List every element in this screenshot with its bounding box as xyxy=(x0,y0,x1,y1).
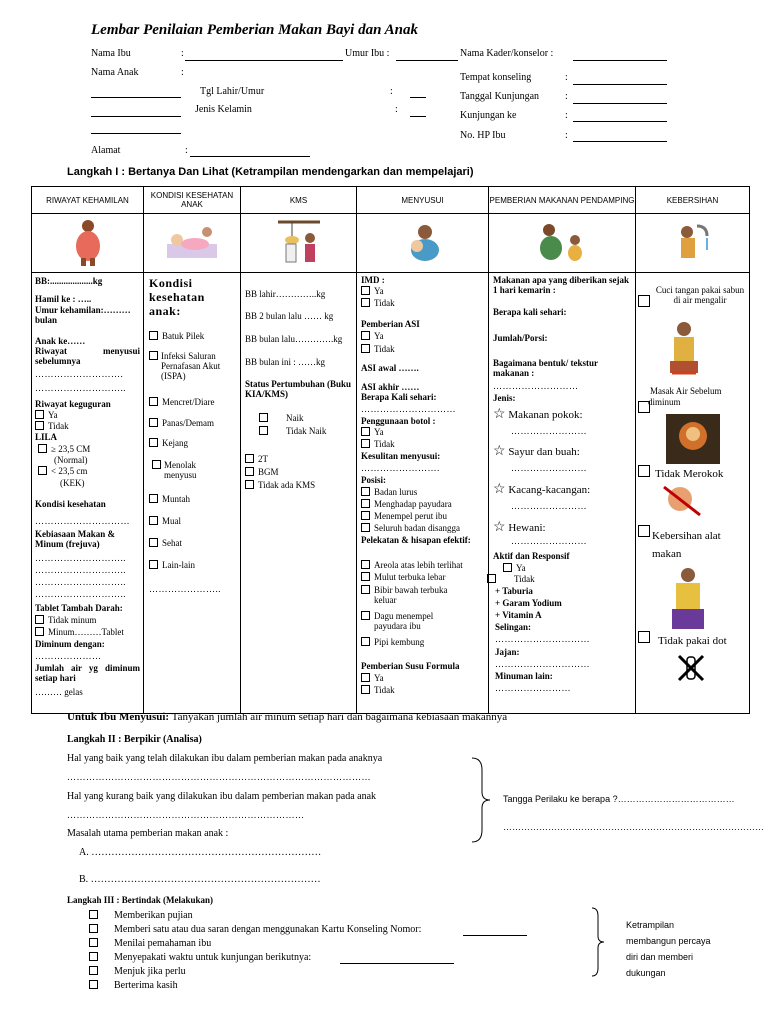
checkbox-icon[interactable] xyxy=(149,494,158,503)
header-riwayat-kehamilan: RIWAYAT KEHAMILAN xyxy=(32,187,144,214)
no-hp-label: No. HP Ibu xyxy=(460,130,506,141)
aktif-responsif-label: Aktif dan Responsif xyxy=(493,551,570,561)
checkbox-icon[interactable] xyxy=(149,560,158,569)
menolak-menyusu-label: Menolak menyusu xyxy=(164,460,197,480)
checkbox-icon[interactable] xyxy=(361,439,370,448)
menyusui-column xyxy=(357,273,488,713)
checkbox-icon[interactable] xyxy=(35,615,44,624)
tablet-tambah-darah-label: Tablet Tambah Darah: xyxy=(35,603,123,613)
umur-ibu-label: Umur Ibu : xyxy=(345,48,390,59)
hamil-ke-field[interactable]: Hamil ke : ….. xyxy=(35,294,92,304)
formula-tidak-option[interactable]: Tidak xyxy=(361,685,395,695)
bb-field[interactable]: BB:...................kg xyxy=(35,276,103,286)
checkbox-icon[interactable] xyxy=(361,637,370,646)
naik-option[interactable]: Naik xyxy=(259,413,304,423)
checkbox-icon[interactable] xyxy=(149,397,158,406)
nama-anak-label: Nama Anak xyxy=(91,67,139,78)
checkbox-icon[interactable] xyxy=(149,438,158,447)
langkah-3-title: Langkah III : Bertindak (Melakukan) xyxy=(67,895,214,905)
tidak-merokok-label: Tidak Merokok xyxy=(655,468,724,480)
riwayat-kehamilan-column xyxy=(32,273,143,713)
nama-ibu-label: Nama Ibu xyxy=(91,48,131,59)
dagu-menempel-label: Dagu menempel payudara ibu xyxy=(374,611,434,631)
taburia-item: + Taburia xyxy=(495,586,533,596)
breastfeeding-illustration xyxy=(357,214,489,273)
jajan-dots[interactable]: ………………………… xyxy=(495,659,590,669)
checkbox-icon[interactable] xyxy=(259,426,268,435)
header-pemberian-makanan-pendamping: PEMBERIAN MAKANAN PENDAMPING xyxy=(489,187,636,214)
hal-kurang-label: Hal yang kurang baik yang dilakukan ibu dalam pemberian makan pada anak xyxy=(67,791,377,802)
kebiasaan-dots-1[interactable]: ……………………….. xyxy=(35,553,126,563)
cuci-tangan-label: Cuci tangan pakai sabun di air mengalir xyxy=(655,285,745,305)
nama-anak-field-1[interactable] xyxy=(91,97,181,98)
checkbox-icon[interactable] xyxy=(89,938,98,947)
checkbox-icon[interactable] xyxy=(149,418,158,427)
mual-option[interactable]: Mual xyxy=(149,516,181,526)
hewani-option[interactable]: ☆ Hewani: xyxy=(493,520,546,535)
masalah-b-field[interactable]: B. …………………………………………………………… xyxy=(79,874,321,885)
asi-awal-field[interactable]: ASI awal ……. xyxy=(361,363,419,373)
checkbox-icon[interactable] xyxy=(361,298,370,307)
penggunaan-botol-label: Penggunaan botol : xyxy=(361,416,436,426)
no-bottle-icon xyxy=(676,653,706,685)
langkah-1-title: Langkah I : Bertanya Dan Lihat (Ketrampilan mendengarkan dan mempelajari) xyxy=(67,166,474,178)
tgl-lahir-label: Tgl Lahir/Umur xyxy=(200,86,265,97)
selingan-label: Selingan: xyxy=(495,622,532,632)
boiling-water-illustration xyxy=(662,319,706,379)
star-icon[interactable]: ☆ xyxy=(493,482,506,497)
checkbox-icon[interactable] xyxy=(361,572,370,581)
posisi-label: Posisi: xyxy=(361,475,387,485)
badan-disangga-option[interactable]: Seluruh badan disangga xyxy=(361,523,460,533)
areola-option[interactable]: Areola atas lebih terlihat xyxy=(361,560,463,570)
right-brace-icon xyxy=(470,756,494,844)
tgl-lahir-field[interactable] xyxy=(410,97,426,98)
pipi-kembung-option[interactable]: Pipi kembung xyxy=(361,637,424,647)
jumlah-porsi-label: Jumlah/Porsi: xyxy=(493,333,548,343)
makanan-pendamping-column xyxy=(489,273,635,713)
aktif-tidak-option[interactable]: Tidak xyxy=(487,574,535,584)
ketrampilan-label: Ketrampilan membangun percaya diri dan memberi dukungan xyxy=(626,920,711,978)
kondisi-kesehatan-label: Kondisi kesehatan xyxy=(35,499,106,509)
bb-bulan-lalu-field[interactable]: BB bulan lalu………….kg xyxy=(245,334,343,344)
sick-baby-illustration xyxy=(144,214,241,273)
tidak-pakai-dot-checkbox[interactable] xyxy=(638,631,650,643)
saran-option[interactable]: Memberi satu atau dua saran dengan menggunakan Kartu Konseling Nomor: xyxy=(89,924,421,935)
checkbox-icon[interactable] xyxy=(149,516,158,525)
menghadap-payudara-option[interactable]: Menghadap payudara xyxy=(361,499,452,509)
kondisi-kesehatan-dots[interactable]: ………………………… xyxy=(35,516,130,526)
diminum-dengan-label: Diminum dengan: xyxy=(35,639,105,649)
checkbox-icon[interactable] xyxy=(361,611,370,620)
batuk-pilek-option[interactable]: Batuk Pilek xyxy=(149,331,204,341)
colon: : xyxy=(565,130,568,141)
kartu-konseling-nomor-field[interactable] xyxy=(463,935,527,936)
masalah-utama-label: Masalah utama pemberian makan anak : xyxy=(67,828,229,839)
checkbox-icon[interactable] xyxy=(149,351,158,360)
jajan-label: Jajan: xyxy=(495,647,520,657)
imd-label: IMD : xyxy=(361,275,385,285)
untuk-ibu-menyusui-line xyxy=(67,711,507,723)
colon: : xyxy=(395,104,398,115)
lila-normal-option[interactable]: ≥ 23,5 CM xyxy=(38,444,90,454)
botol-ya-option[interactable]: Ya xyxy=(361,427,384,437)
untuk-ibu-label: Untuk Ibu Menyusui: xyxy=(67,711,170,723)
kunjungan-ke-label: Kunjungan ke xyxy=(460,110,517,121)
kebiasaan-dots-4[interactable]: ……………………….. xyxy=(35,589,126,599)
hal-kurang-dots[interactable]: ………………………………………………………………… xyxy=(67,810,305,820)
lila-kek-option[interactable]: < 23,5 cm xyxy=(38,466,87,476)
checkbox-icon[interactable] xyxy=(38,444,47,453)
menempel-perut-option[interactable]: Menempel perut ibu xyxy=(361,511,447,521)
kesulitan-menyusui-label: Kesulitan menyusui: xyxy=(361,451,441,461)
handwashing-illustration xyxy=(636,214,750,273)
header-kondisi-kesehatan-anak: KONDISI KESEHATAN ANAK xyxy=(144,187,241,214)
kunjungan-ke-field[interactable] xyxy=(573,121,667,122)
dagu-menempel-option[interactable] xyxy=(361,611,374,621)
nama-kader-label: Nama Kader/konselor : xyxy=(460,48,554,59)
no-hp-field[interactable] xyxy=(573,141,667,142)
hal-baik-label: Hal yang baik yang telah dilakukan ibu dalam pemberian makan pada anaknya xyxy=(67,753,383,764)
berapa-kali-sehari-label: Berapa kali sehari: xyxy=(493,307,567,317)
clean-dishes-illustration xyxy=(668,565,708,635)
checkbox-icon[interactable] xyxy=(152,460,161,469)
colon: : xyxy=(185,145,188,156)
star-icon[interactable]: ☆ xyxy=(493,444,506,459)
kebersihan-alat-checkbox[interactable] xyxy=(638,525,650,537)
tangga-perilaku-dots[interactable]: …………………………………………………………………………… xyxy=(503,822,764,832)
lain-lain-dots[interactable]: ………………….. xyxy=(149,584,221,594)
checkbox-icon[interactable] xyxy=(245,467,254,476)
kacang-option[interactable]: ☆ Kacang-kacangan: xyxy=(493,482,591,497)
kebiasaan-dots-3[interactable]: ……………………….. xyxy=(35,577,126,587)
nama-kader-field[interactable] xyxy=(573,60,667,61)
checkbox-icon[interactable] xyxy=(361,685,370,694)
tanggal-kunjungan-field[interactable] xyxy=(573,103,667,104)
bentuk-dots[interactable]: ……………………… xyxy=(493,381,579,391)
pujian-option[interactable]: Memberikan pujian xyxy=(89,910,193,921)
alamat-field[interactable] xyxy=(190,156,310,157)
alamat-label: Alamat xyxy=(91,145,121,156)
umur-ibu-field[interactable] xyxy=(396,60,458,61)
masak-air-checkbox[interactable] xyxy=(638,401,650,413)
kebiasaan-dots-2[interactable]: ……………………….. xyxy=(35,565,126,575)
smoking-child-illustration xyxy=(660,481,704,523)
kms-column xyxy=(241,273,356,713)
checkbox-icon[interactable] xyxy=(38,466,47,475)
tanggal-kunjungan-label: Tanggal Kunjungan xyxy=(460,91,540,102)
hewani-dots[interactable]: …………………… xyxy=(511,536,587,546)
checkbox-icon[interactable] xyxy=(259,413,268,422)
checkbox-icon[interactable] xyxy=(361,585,370,594)
nama-anak-field-3[interactable] xyxy=(91,133,181,134)
kebersihan-alat-label: Kebersihan alat makan xyxy=(652,530,721,560)
colon: : xyxy=(565,91,568,102)
checkbox-icon[interactable] xyxy=(89,910,98,919)
pelekatan-label: Pelekatan & hisapan efektif: xyxy=(361,535,471,545)
kejang-option[interactable]: Kejang xyxy=(149,438,188,448)
checkbox-icon[interactable] xyxy=(361,286,370,295)
vitamin-a-item: + Vitamin A xyxy=(495,610,542,620)
anak-ke-field[interactable]: Anak ke…… xyxy=(35,336,86,346)
colon: : xyxy=(390,86,393,97)
riwayat-menyusui-dots-2[interactable]: ……………………….. xyxy=(35,383,126,393)
bibir-bawah-label: Bibir bawah terbuka keluar xyxy=(374,585,448,605)
kacang-dots[interactable]: …………………… xyxy=(511,501,587,511)
lila-kek-label: (KEK) xyxy=(60,478,85,488)
menyepakati-option[interactable]: Menyepakati waktu untuk kunjungan berikutnya: xyxy=(89,952,311,963)
checkbox-icon[interactable] xyxy=(35,421,44,430)
checkbox-icon[interactable] xyxy=(361,511,370,520)
checkbox-icon[interactable] xyxy=(361,523,370,532)
kebersihan-column xyxy=(636,273,749,713)
tidak-pakai-dot-label: Tidak pakai dot xyxy=(658,635,727,647)
status-pertumbuhan-label: Status Pertumbuhan (Buku KIA/KMS) xyxy=(245,379,352,399)
checkbox-icon[interactable] xyxy=(89,980,98,989)
checkbox-icon[interactable] xyxy=(361,331,370,340)
pregnant-woman-illustration xyxy=(32,214,144,273)
ispa-label: Infeksi Saluran Pernafasan Akut (ISPA) xyxy=(161,351,221,381)
masak-air-label-1: Masak Air Sebelum xyxy=(650,386,722,396)
checkbox-icon[interactable] xyxy=(361,487,370,496)
feeding-child-illustration xyxy=(489,214,636,273)
nama-anak-field-2[interactable] xyxy=(91,116,181,117)
riwayat-menyusui-label: Riwayat menyusui sebelumnya xyxy=(35,346,140,366)
cuci-tangan-checkbox[interactable] xyxy=(638,295,650,307)
berapa-kali-label: Berapa Kali sehari: xyxy=(361,392,437,402)
lila-label: LILA xyxy=(35,432,58,442)
keguguran-tidak-option[interactable]: Tidak xyxy=(35,421,69,431)
tidak-merokok-checkbox[interactable] xyxy=(638,465,650,477)
bb-bulan-ini-field[interactable]: BB bulan ini : ……kg xyxy=(245,357,326,367)
bgm-option[interactable]: BGM xyxy=(245,467,279,477)
star-icon[interactable]: ☆ xyxy=(493,407,506,422)
checkbox-icon[interactable] xyxy=(149,331,158,340)
umur-kehamilan-field[interactable]: Umur kehamilan:……… bulan xyxy=(35,305,131,325)
bb-lahir-field[interactable]: BB lahir…………..kg xyxy=(245,289,326,299)
colon: : xyxy=(181,67,184,78)
tempat-konseling-label: Tempat konseling xyxy=(460,72,532,83)
checkbox-icon[interactable] xyxy=(35,410,44,419)
checkbox-icon[interactable] xyxy=(245,480,254,489)
checkbox-icon[interactable] xyxy=(89,966,98,975)
checkbox-icon[interactable] xyxy=(487,574,496,583)
tidak-minum-option[interactable]: Tidak minum xyxy=(35,615,96,625)
header-menyusui: MENYUSUI xyxy=(357,187,489,214)
makanan-pokok-option[interactable]: ☆ Makanan pokok: xyxy=(493,407,583,422)
no-smoking-illustration xyxy=(666,414,720,466)
assessment-table xyxy=(31,186,750,714)
riwayat-keguguran-label: Riwayat keguguran xyxy=(35,399,111,409)
berapa-kali-dots[interactable]: ………………………… xyxy=(361,404,456,414)
imd-tidak-option[interactable]: Tidak xyxy=(361,298,395,308)
asi-akhir-field[interactable]: ASI akhir …… xyxy=(361,382,420,392)
badan-lurus-option[interactable]: Badan lurus xyxy=(361,487,417,497)
garam-yodium-item: + Garam Yodium xyxy=(495,598,562,608)
gelas-field[interactable]: ……… gelas xyxy=(35,687,83,697)
mulut-terbuka-option[interactable]: Mulut terbuka lebar xyxy=(361,572,445,582)
asi-tidak-option[interactable]: Tidak xyxy=(361,344,395,354)
untuk-ibu-text: Tanyakan jumlah air minum setiap hari dan bagaimana kebiasaan makannya xyxy=(171,711,508,723)
colon: : xyxy=(565,110,568,121)
minum-tablet-option[interactable]: Minum………Tablet xyxy=(35,627,124,637)
diminum-dengan-dots[interactable]: ………………… xyxy=(35,651,102,661)
tidak-ada-kms-option[interactable]: Tidak ada KMS xyxy=(245,480,315,490)
mencret-option[interactable]: Mencret/Diare xyxy=(149,397,214,407)
sehat-option[interactable]: Sehat xyxy=(149,538,182,548)
makanan-pokok-dots[interactable]: …………………… xyxy=(511,426,587,436)
checkbox-icon[interactable] xyxy=(361,560,370,569)
bb-2bulan-field[interactable]: BB 2 bulan lalu …… kg xyxy=(245,311,334,321)
botol-tidak-option[interactable]: Tidak xyxy=(361,439,395,449)
muntah-option[interactable]: Muntah xyxy=(149,494,190,504)
kunjungan-berikutnya-field[interactable] xyxy=(340,963,454,964)
menjuk-option[interactable]: Menjuk jika perlu xyxy=(89,966,186,977)
riwayat-menyusui-dots-1[interactable]: ………………………. xyxy=(35,369,124,379)
colon: : xyxy=(565,72,568,83)
right-brace-icon xyxy=(590,906,606,978)
star-icon[interactable]: ☆ xyxy=(493,520,506,535)
colon: : xyxy=(181,48,184,59)
selingan-dots[interactable]: ………………………… xyxy=(495,634,590,644)
weighing-scale-illustration xyxy=(241,214,357,273)
keguguran-ya-option[interactable]: Ya xyxy=(35,410,58,420)
checkbox-icon[interactable] xyxy=(35,627,44,636)
jenis-kelamin-field[interactable] xyxy=(410,116,426,117)
header-kms: KMS xyxy=(241,187,357,214)
checkbox-icon[interactable] xyxy=(245,454,254,463)
checkbox-icon[interactable] xyxy=(503,563,512,572)
aktif-ya-option[interactable]: Ya xyxy=(503,563,526,573)
checkbox-icon[interactable] xyxy=(361,499,370,508)
lila-normal-label: (Normal) xyxy=(54,455,88,465)
menilai-option[interactable]: Menilai pemahaman ibu xyxy=(89,938,211,949)
bibir-bawah-option[interactable] xyxy=(361,585,374,595)
2t-option[interactable]: 2T xyxy=(245,454,268,464)
langkah-2-title: Langkah II : Berpikir (Analisa) xyxy=(67,734,202,745)
hal-baik-dots[interactable]: …………………………………………………………………………………… xyxy=(67,772,371,782)
imd-ya-option[interactable]: Ya xyxy=(361,286,384,296)
nama-ibu-field[interactable] xyxy=(185,60,343,61)
tangga-perilaku-field[interactable]: Tangga Perilaku ke berapa ?………………………………… xyxy=(503,794,735,804)
sayur-dots[interactable]: …………………… xyxy=(511,463,587,473)
berterima-kasih-option[interactable]: Berterima kasih xyxy=(89,980,178,991)
checkbox-icon[interactable] xyxy=(361,344,370,353)
kondisi-kesehatan-anak-column xyxy=(144,273,240,713)
tempat-konseling-field[interactable] xyxy=(573,84,667,85)
sayur-buah-option[interactable]: ☆ Sayur dan buah: xyxy=(493,444,580,459)
lain-lain-option[interactable]: Lain-lain xyxy=(149,560,195,570)
asi-ya-option[interactable]: Ya xyxy=(361,331,384,341)
checkbox-icon[interactable] xyxy=(149,538,158,547)
header-kebersihan: KEBERSIHAN xyxy=(636,187,750,214)
pemberian-asi-label: Pemberian ASI xyxy=(361,319,420,329)
jumlah-air-label: Jumlah air yg diminum setiap hari xyxy=(35,663,140,683)
checkbox-icon[interactable] xyxy=(89,952,98,961)
minuman-lain-label: Minuman lain: xyxy=(495,671,553,681)
bagaimana-bentuk-label: Bagaimana bentuk/ tekstur makanan : xyxy=(493,358,598,378)
page-title: Lembar Penilaian Pemberian Makan Bayi dan Anak xyxy=(91,22,418,38)
minuman-lain-dots[interactable]: …………………… xyxy=(495,683,571,693)
panas-option[interactable]: Panas/Demam xyxy=(149,418,214,428)
makanan-apa-label: Makanan apa yang diberikan sejak 1 hari kemarin : xyxy=(493,275,630,295)
susu-formula-label: Pemberian Susu Formula xyxy=(361,661,460,671)
jenis-label: Jenis: xyxy=(493,393,516,403)
checkbox-icon[interactable] xyxy=(361,673,370,682)
tidak-naik-option[interactable]: Tidak Naik xyxy=(259,426,326,436)
masak-air-label-2: diminum xyxy=(648,397,681,407)
kesulitan-dots[interactable]: ……………………. xyxy=(361,463,440,473)
kebiasaan-makan-label: Kebiasaan Makan & Minum (frejuva) xyxy=(35,529,116,549)
masalah-a-field[interactable]: A. …………………………………………………………… xyxy=(79,847,322,858)
checkbox-icon[interactable] xyxy=(89,924,98,933)
formula-ya-option[interactable]: Ya xyxy=(361,673,384,683)
checkbox-icon[interactable] xyxy=(361,427,370,436)
jenis-kelamin-label: Jenis Kelamin xyxy=(195,104,252,115)
kondisi-anak-title: Kondisi kesehatan anak: xyxy=(149,276,205,318)
